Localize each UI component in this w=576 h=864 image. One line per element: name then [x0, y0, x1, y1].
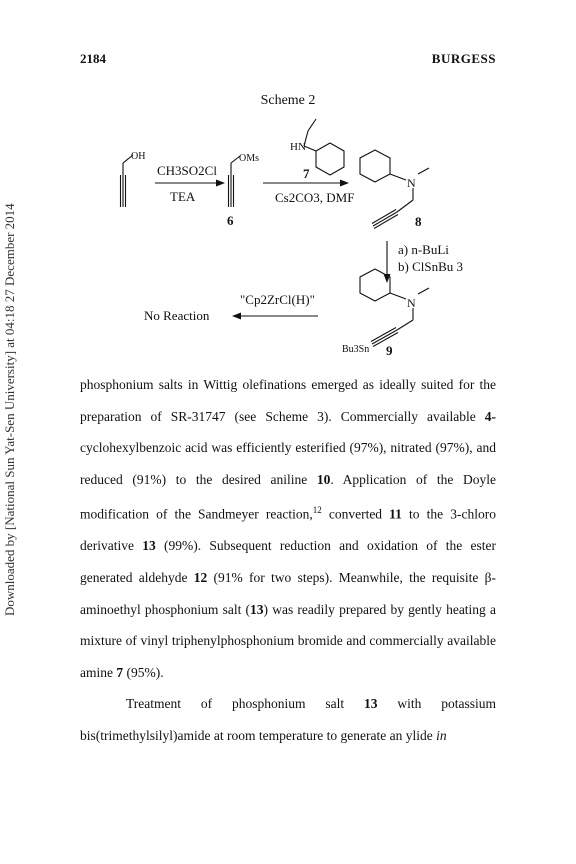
scheme-title: Scheme 2 — [260, 93, 316, 108]
text-run: phosphonium salts in Wittig olefinations emerged as ideally suited for the preparation of SR-31747 (see Scheme 3). Commercially available — [80, 377, 496, 424]
citation-ref: 12 — [312, 505, 322, 516]
compound-ref: 13 — [363, 696, 378, 712]
compound-7-label: 7 — [303, 166, 310, 181]
no-reaction-label: No Reaction — [144, 308, 210, 323]
compound-ref: 13 — [142, 538, 156, 554]
body-text — [80, 369, 496, 752]
compound-6-label: 6 — [227, 213, 234, 228]
compound-ref: 7 — [116, 664, 124, 680]
text-run: ) was readily prepared by gently heating a mixture of vinyl triphenylphosphonium bromide and commercially available amine — [80, 601, 496, 680]
oms-label: OMs — [239, 153, 260, 164]
reagent1-top: CH3SO2Cl — [157, 163, 217, 178]
n-label-9: N — [407, 296, 416, 310]
reagent2-bottom: Cs2CO3, DMF — [275, 190, 355, 205]
compound-ref: 10 — [316, 471, 331, 487]
text-run: Treatment of phosphonium salt — [126, 696, 364, 712]
oh-label: OH — [131, 151, 146, 162]
compound-ref: 12 — [193, 570, 208, 586]
step-b: b) ClSnBu 3 — [398, 259, 464, 274]
compound-9-label: 9 — [386, 343, 393, 358]
step-a: a) n-BuLi — [398, 242, 449, 257]
italic-text: in — [436, 728, 447, 744]
text-run: (91% for two steps). Meanwhile, the requisite β-aminoethyl phosphonium salt ( — [80, 570, 496, 617]
text-run: to the 3-chloro derivative — [80, 506, 496, 554]
compound-ref: 11 — [389, 506, 402, 522]
bu3sn-label: Bu3Sn — [342, 344, 370, 355]
running-head: BURGESS — [431, 51, 496, 66]
compound-8-label: 8 — [415, 214, 422, 229]
hn-label: HN — [290, 141, 306, 153]
compound-ref: 4- — [484, 408, 496, 424]
text-run: with potassium bis(trimethylsilyl)amide at room temperature to generate an ylide — [80, 696, 496, 744]
paragraph-2 — [80, 688, 496, 751]
text-run: cyclohexylbenzoic acid was efficiently esterified (97%), nitrated (97%), and reduced (91%) to the desired aniline — [80, 440, 496, 487]
reagent3: "Cp2ZrCl(H)" — [240, 292, 315, 307]
reaction-scheme — [0, 0, 576, 380]
paragraph-1 — [80, 369, 496, 688]
download-notice: Downloaded by [National Sun Yat-Sen University] at 04:18 27 December 2014 — [2, 203, 17, 616]
n-label-8: N — [407, 176, 416, 190]
text-run: (99%). Subsequent reduction and oxidation of the ester generated aldehyde — [80, 538, 496, 586]
text-run: (95%). — [123, 664, 164, 680]
compound-ref: 13 — [250, 601, 264, 617]
reagent1-bottom: TEA — [170, 189, 196, 204]
text-run: . Application of the Doyle modification of the Sandmeyer reaction, — [80, 471, 496, 522]
text-run: converted — [321, 506, 390, 522]
page-number: 2184 — [80, 51, 106, 66]
